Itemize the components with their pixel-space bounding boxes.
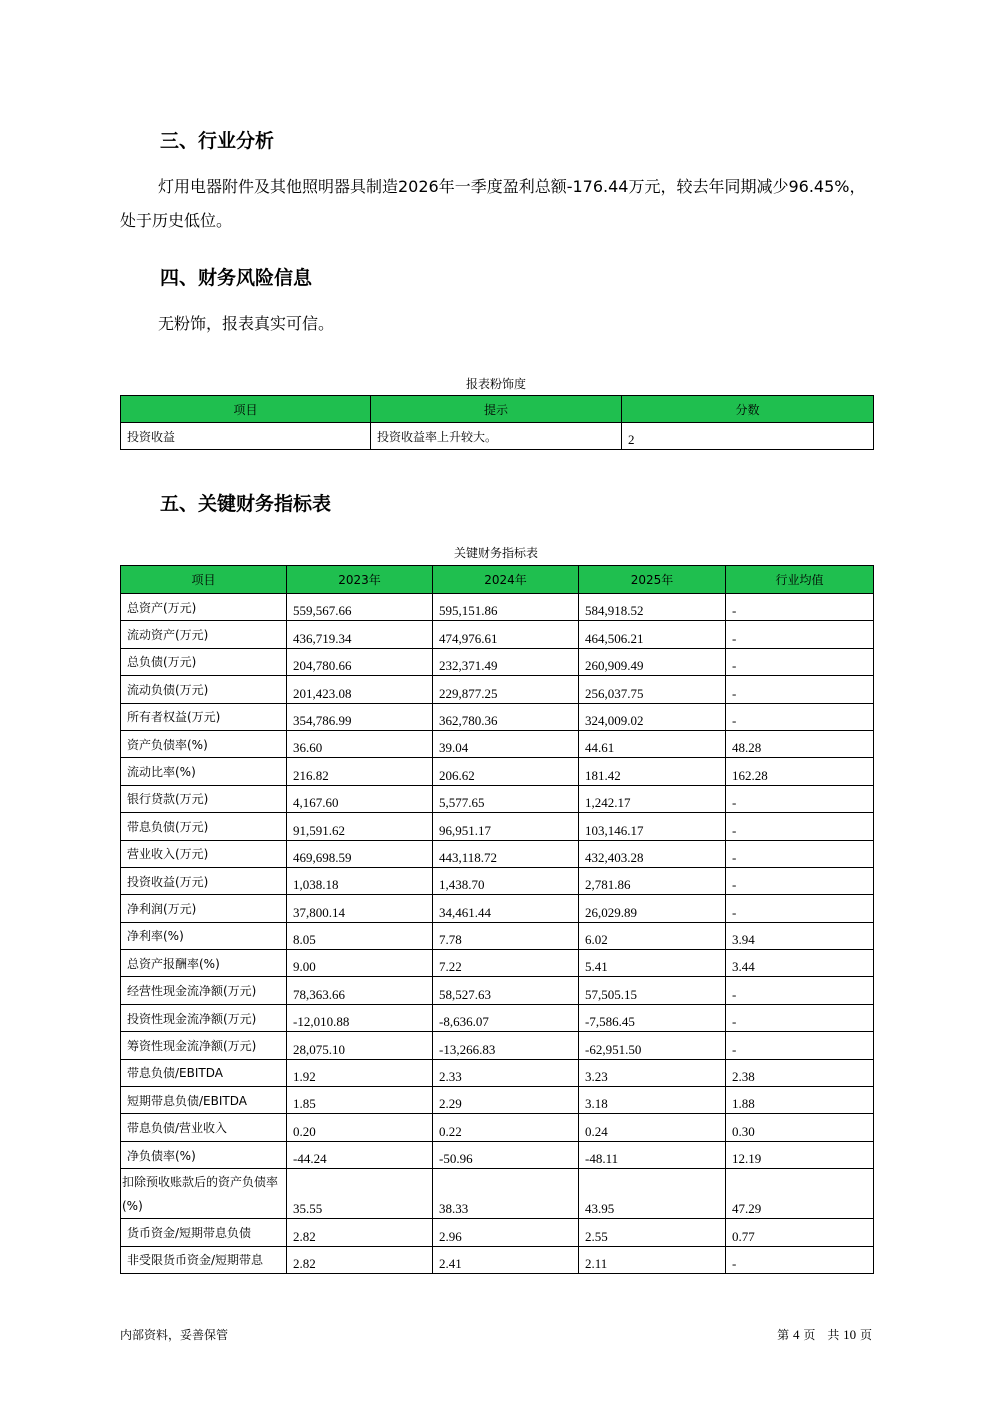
indicator-value-cell: 162.28 [726,758,874,785]
indicator-value-cell: 2.41 [433,1246,579,1273]
indicator-value-cell: 206.62 [433,758,579,785]
indicator-label-cell: 总资产(万元) [121,594,287,621]
header-cell: 2023年 [287,566,433,594]
indicator-label-cell: 投资收益(万元) [121,867,287,894]
item-cell: 投资收益 [121,423,371,450]
indicator-value-cell: 256,037.75 [579,676,726,703]
whitewash-table-caption: 报表粉饰度 [465,377,526,391]
indicator-value-cell: 48.28 [726,730,874,757]
indicator-table-header [121,566,874,594]
indicator-value-cell: 35.55 [287,1169,433,1219]
indicator-value-cell: 595,151.86 [433,594,579,621]
indicator-value-cell: 201,423.08 [287,676,433,703]
indicator-label-cell: 净利润(万元) [121,895,287,922]
indicator-value-cell: 1.92 [287,1059,433,1086]
indicator-value-cell: 44.61 [579,730,726,757]
indicator-value-cell: 34,461.44 [433,895,579,922]
indicator-label-cell: 短期带息负债/EBITDA [121,1087,287,1114]
indicator-value-cell: 7.78 [433,922,579,949]
indicator-value-cell: - [726,840,874,867]
table-row [121,730,874,757]
indicator-value-cell: 469,698.59 [287,840,433,867]
section-heading-indicators: 五、关键财务指标表 [160,493,332,515]
header-cell: 分数 [622,396,874,423]
indicator-label-cell: 银行贷款(万元) [121,785,287,812]
whitewash-table [120,395,874,450]
whitewash-table-header [121,396,874,423]
indicator-label-cell: 货币资金/短期带息负债 [121,1219,287,1246]
indicator-value-cell: 0.22 [433,1114,579,1141]
header-cell: 项目 [121,396,371,423]
indicator-value-cell: - [726,1004,874,1031]
indicator-value-cell: 1.85 [287,1087,433,1114]
indicator-value-cell: 229,877.25 [433,676,579,703]
indicator-value-cell: 5.41 [579,950,726,977]
indicator-label-cell: 总资产报酬率(%) [121,950,287,977]
table-row [121,423,874,450]
indicator-value-cell: - [726,703,874,730]
indicator-table-caption: 关键财务指标表 [453,546,538,560]
indicator-value-cell: 443,118.72 [433,840,579,867]
indicator-value-cell: 43.95 [579,1169,726,1219]
indicator-value-cell: 2.82 [287,1219,433,1246]
table-row [121,977,874,1004]
indicator-value-cell: 216.82 [287,758,433,785]
indicator-label-cell: 流动负债(万元) [121,676,287,703]
table-row [121,785,874,812]
table-row [121,1004,874,1031]
header-cell: 2025年 [579,566,726,594]
indicator-value-cell: 36.60 [287,730,433,757]
indicator-value-cell: 37,800.14 [287,895,433,922]
indicator-value-cell: 103,146.17 [579,813,726,840]
indicator-value-cell: 584,918.52 [579,594,726,621]
indicator-label-cell: 营业收入(万元) [121,840,287,867]
header-cell: 2024年 [433,566,579,594]
table-row [121,1219,874,1246]
indicator-value-cell: 78,363.66 [287,977,433,1004]
indicator-value-cell: 57,505.15 [579,977,726,1004]
indicator-value-cell: 0.30 [726,1114,874,1141]
indicator-label-cell: 筹资性现金流净额(万元) [121,1032,287,1059]
indicator-value-cell: 26,029.89 [579,895,726,922]
indicator-value-cell: 5,577.65 [433,785,579,812]
indicator-value-cell: - [726,1032,874,1059]
indicator-value-cell: -8,636.07 [433,1004,579,1031]
indicator-value-cell: 1,038.18 [287,867,433,894]
indicator-value-cell: 2.11 [579,1246,726,1273]
score-cell: 2 [622,423,874,450]
indicator-value-cell: 260,909.49 [579,648,726,675]
indicator-value-cell: 96,951.17 [433,813,579,840]
table-row [121,648,874,675]
indicator-value-cell: 2,781.86 [579,867,726,894]
industry-paragraph [120,170,872,238]
indicator-value-cell: -7,586.45 [579,1004,726,1031]
total-pages: 10 [843,1327,857,1342]
indicator-value-cell: 12.19 [726,1141,874,1168]
table-row [121,758,874,785]
indicator-value-cell: 8.05 [287,922,433,949]
indicator-value-cell: 2.33 [433,1059,579,1086]
indicator-value-cell: 58,527.63 [433,977,579,1004]
indicator-value-cell: 2.82 [287,1246,433,1273]
indicator-value-cell: 2.38 [726,1059,874,1086]
table-row [121,1059,874,1086]
table-row [121,1032,874,1059]
indicator-value-cell: 362,780.36 [433,703,579,730]
indicator-value-cell: -50.96 [433,1141,579,1168]
indicator-value-cell: -48.11 [579,1141,726,1168]
indicator-label-cell: 非受限货币资金/短期带息 [121,1246,287,1273]
indicator-value-cell: - [726,594,874,621]
indicator-value-cell: 2.29 [433,1087,579,1114]
indicator-value-cell: 232,371.49 [433,648,579,675]
indicator-value-cell: - [726,621,874,648]
table-row [121,594,874,621]
indicator-label-cell: 扣除预收账款后的资产负债率(%) [121,1169,287,1219]
indicator-value-cell: 559,567.66 [287,594,433,621]
indicator-label-cell: 所有者权益(万元) [121,703,287,730]
indicator-value-cell: - [726,785,874,812]
indicator-value-cell: - [726,867,874,894]
indicator-value-cell: 28,075.10 [287,1032,433,1059]
indicator-value-cell: 0.77 [726,1219,874,1246]
indicator-value-cell: 7.22 [433,950,579,977]
table-row [121,813,874,840]
indicator-table [120,565,874,1274]
indicator-value-cell: 3.23 [579,1059,726,1086]
indicator-label-cell: 净负债率(%) [121,1141,287,1168]
table-row [121,1114,874,1141]
indicator-label-cell: 资产负债率(%) [121,730,287,757]
indicator-value-cell: 1,242.17 [579,785,726,812]
indicator-value-cell: 354,786.99 [287,703,433,730]
table-row [121,867,874,894]
indicator-label-cell: 投资性现金流净额(万元) [121,1004,287,1031]
indicator-value-cell: 6.02 [579,922,726,949]
section-heading-industry: 三、行业分析 [160,130,275,152]
table-row [121,621,874,648]
table-row [121,1246,874,1273]
page-indicator: 第 4 页 共 10 页 [777,1327,872,1342]
risk-paragraph [120,307,872,341]
table-row [121,1141,874,1168]
indicator-value-cell: 1,438.70 [433,867,579,894]
indicator-value-cell: - [726,648,874,675]
footer-confidential: 内部资料，妥善保管 [120,1328,229,1342]
indicator-value-cell: 3.44 [726,950,874,977]
indicator-value-cell: - [726,813,874,840]
indicator-value-cell: -62,951.50 [579,1032,726,1059]
section-heading-risk: 四、财务风险信息 [160,267,313,289]
indicator-value-cell: 38.33 [433,1169,579,1219]
indicator-value-cell: - [726,676,874,703]
table-row [121,895,874,922]
table-row [121,922,874,949]
indicator-value-cell: 3.94 [726,922,874,949]
indicator-value-cell: 0.20 [287,1114,433,1141]
indicator-value-cell: 4,167.60 [287,785,433,812]
indicator-value-cell: 432,403.28 [579,840,726,867]
indicator-value-cell: 464,506.21 [579,621,726,648]
indicator-label-cell: 带息负债/营业收入 [121,1114,287,1141]
indicator-value-cell: 39.04 [433,730,579,757]
table-row [121,950,874,977]
indicator-value-cell: -12,010.88 [287,1004,433,1031]
table-row [121,1087,874,1114]
indicator-value-cell: - [726,977,874,1004]
hint-cell: 投资收益率上升较大。 [371,423,622,450]
indicator-value-cell: 1.88 [726,1087,874,1114]
table-row [121,1169,874,1219]
indicator-value-cell: - [726,895,874,922]
indicator-value-cell: 324,009.02 [579,703,726,730]
indicator-value-cell: 91,591.62 [287,813,433,840]
header-cell: 项目 [121,566,287,594]
indicator-label-cell: 总负债(万元) [121,648,287,675]
table-row [121,703,874,730]
indicator-value-cell: 3.18 [579,1087,726,1114]
indicator-value-cell: 204,780.66 [287,648,433,675]
indicator-value-cell: - [726,1246,874,1273]
indicator-value-cell: 47.29 [726,1169,874,1219]
current-page: 4 [792,1327,800,1342]
table-row [121,676,874,703]
indicator-value-cell: 0.24 [579,1114,726,1141]
indicator-value-cell: -44.24 [287,1141,433,1168]
indicator-value-cell: 181.42 [579,758,726,785]
indicator-label-cell: 净利率(%) [121,922,287,949]
header-cell: 提示 [371,396,622,423]
indicator-label-cell: 流动比率(%) [121,758,287,785]
indicator-value-cell: 2.55 [579,1219,726,1246]
indicator-value-cell: -13,266.83 [433,1032,579,1059]
indicator-value-cell: 474,976.61 [433,621,579,648]
indicator-value-cell: 9.00 [287,950,433,977]
industry-text: 灯用电器附件及其他照明器具制造2026年一季度盈利总额-176.44万元，较去年同期减少96.45%，处于历史低位。 [120,177,866,230]
risk-text: 无粉饰，报表真实可信。 [158,314,335,333]
indicator-label-cell: 经营性现金流净额(万元) [121,977,287,1004]
indicator-label-cell: 流动资产(万元) [121,621,287,648]
indicator-label-cell: 带息负债(万元) [121,813,287,840]
indicator-value-cell: 436,719.34 [287,621,433,648]
table-row [121,840,874,867]
header-cell: 行业均值 [726,566,874,594]
indicator-value-cell: 2.96 [433,1219,579,1246]
indicator-label-cell: 带息负债/EBITDA [121,1059,287,1086]
